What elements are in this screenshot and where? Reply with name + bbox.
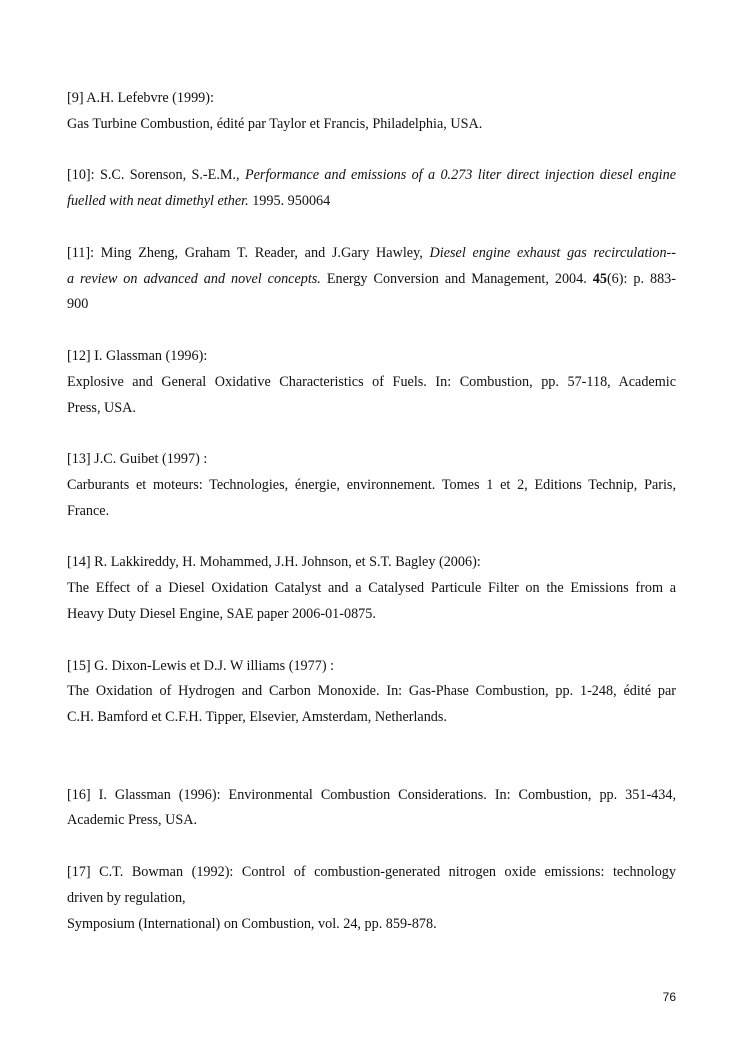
reference-11-title-part-2: a review on advanced and novel concepts. [67, 270, 321, 287]
reference-14-details-2: Heavy Duty Diesel Engine, SAE paper 2006-01-0875. [67, 605, 376, 622]
reference-11-pages-part-1: (6): p. 883- [606, 270, 676, 287]
reference-10-title-part-2: fuelled with neat dimethyl ether. [67, 193, 249, 210]
reference-11 [67, 241, 676, 318]
reference-11-journal: Energy Conversion and Management, 2004. [320, 270, 593, 287]
reference-10-authors: [10]: S.C. Sorenson, S.-E.M., [67, 167, 245, 184]
reference-13-header: [13] J.C. Guibet (1997) : [67, 451, 208, 468]
reference-11-line-2 [67, 267, 676, 293]
reference-16-line-2: Academic Press, USA. [67, 812, 198, 829]
reference-14 [67, 550, 676, 627]
reference-15-details-2: C.H. Bamford et C.F.H. Tipper, Elsevier, Amsterdam, Netherlands. [67, 709, 447, 726]
reference-12-details-1: Explosive and General Oxidative Characteristics of Fuels. In: Combustion, pp. 57-118, Academic [67, 373, 676, 390]
reference-12 [67, 344, 676, 421]
reference-15-header: [15] G. Dixon-Lewis et D.J. W illiams (1977) : [67, 657, 335, 674]
reference-9-details: Gas Turbine Combustion, édité par Taylor et Francis, Philadelphia, USA. [67, 115, 483, 132]
reference-11-pages-part-2: 900 [67, 296, 89, 313]
reference-13-details-1: Carburants et moteurs: Technologies, énergie, environnement. Tomes 1 et 2, Editions Technip, Paris, [67, 476, 676, 493]
reference-10-line-1 [67, 163, 676, 189]
reference-13-details-2: France. [67, 502, 110, 519]
reference-12-header: [12] I. Glassman (1996): [67, 347, 208, 364]
reference-16 [67, 783, 676, 835]
reference-13 [67, 447, 676, 524]
reference-17-line-3: Symposium (International) on Combustion, vol. 24, pp. 859-878. [67, 915, 437, 932]
reference-17 [67, 860, 676, 937]
reference-10-line-2 [67, 189, 676, 215]
reference-9 [67, 86, 676, 138]
reference-16-line-1: [16] I. Glassman (1996): Environmental Combustion Considerations. In: Combustion, pp. 351-434, [67, 786, 676, 803]
reference-14-details-1: The Effect of a Diesel Oxidation Catalyst and a Catalysed Particule Filter on the Emissions from a [67, 580, 676, 597]
reference-17-line-1: [17] C.T. Bowman (1992): Control of combustion-generated nitrogen oxide emissions: technology [67, 863, 676, 880]
reference-11-line-1 [67, 241, 676, 267]
reference-9-header: [9] A.H. Lefebvre (1999): [67, 90, 214, 106]
reference-15 [67, 654, 676, 731]
reference-10-title-part-1: Performance and emissions of a 0.273 liter direct injection diesel engine [244, 167, 676, 184]
reference-15-details-1: The Oxidation of Hydrogen and Carbon Monoxide. In: Gas-Phase Combustion, pp. 1-248, édité par [67, 683, 676, 700]
reference-list [67, 86, 676, 937]
reference-10-year: 1995. 950064 [248, 193, 331, 210]
reference-10 [67, 163, 676, 215]
reference-11-authors: [11]: Ming Zheng, Graham T. Reader, and J.Gary Hawley, [67, 244, 430, 261]
reference-11-title-part-1: Diesel engine exhaust gas recirculation-- [429, 244, 676, 261]
reference-12-details-2: Press, USA. [67, 399, 136, 416]
reference-17-line-2: driven by regulation, [67, 889, 186, 906]
reference-14-header: [14] R. Lakkireddy, H. Mohammed, J.H. Johnson, et S.T. Bagley (2006): [67, 554, 481, 571]
reference-11-volume: 45 [592, 270, 607, 287]
page-number: 76 [662, 990, 676, 1004]
